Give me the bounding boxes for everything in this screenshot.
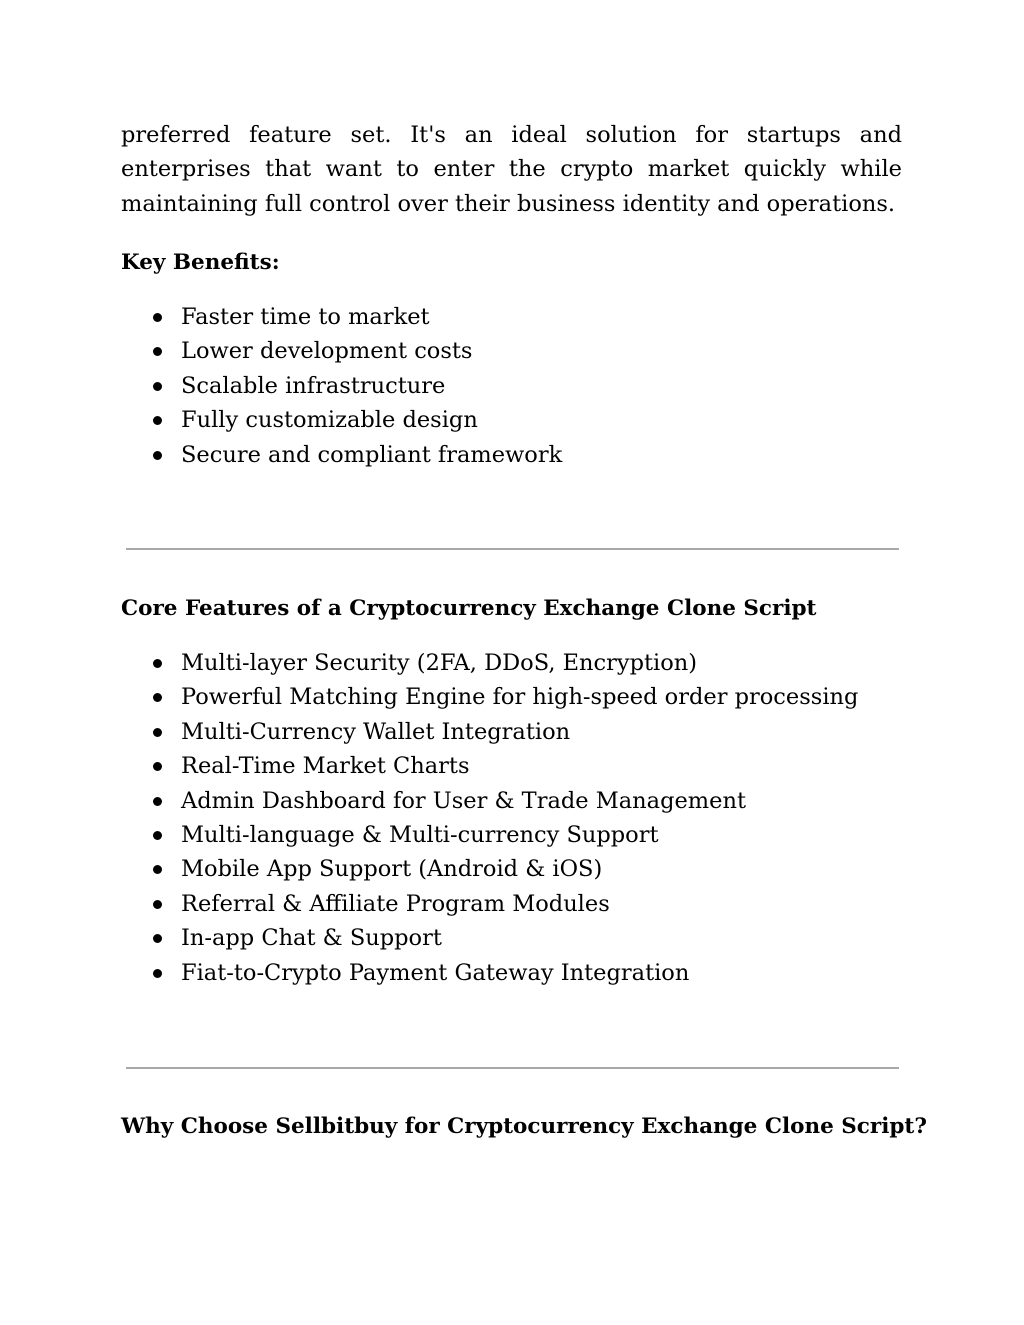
list-item-text: Multi-language & Multi-currency Support [181, 821, 659, 848]
bullet-icon [153, 313, 162, 322]
list-item-text: Faster time to market [181, 304, 430, 330]
bullet-icon [153, 865, 162, 874]
list-item [150, 369, 562, 403]
list-item-text: Mobile App Support (Android & iOS) [181, 856, 603, 883]
core-features-heading: Core Features of a Cryptocurrency Exchange Clone Script [121, 596, 817, 621]
bullet-icon [153, 831, 162, 840]
key-benefits-list [150, 300, 562, 472]
list-item [150, 784, 858, 818]
bullet-icon [153, 693, 162, 702]
bullet-icon [153, 728, 162, 737]
list-item [150, 921, 858, 955]
bullet-icon [153, 762, 162, 771]
list-item [150, 818, 858, 852]
bullet-icon [153, 659, 162, 668]
list-item-text: In-app Chat & Support [181, 925, 442, 952]
list-item-text: Fully customizable design [181, 407, 478, 434]
list-item [150, 887, 858, 921]
list-item [150, 334, 562, 368]
why-choose-heading: Why Choose Sellbitbuy for Cryptocurrency Exchange Clone Script? [121, 1114, 927, 1139]
intro-paragraph: preferred feature set. It's an ideal solution for startups and enterprises that want to enter the crypto market quickly while maintaining full control over their business identity and operations. [121, 122, 902, 217]
list-item-text: Lower development costs [181, 338, 473, 365]
key-benefits-heading: Key Benefits: [121, 250, 280, 275]
list-item-text: Referral & Affiliate Program Modules [181, 890, 610, 917]
list-item-text: Admin Dashboard for User & Trade Management [181, 787, 746, 814]
list-item [150, 646, 858, 680]
list-item-text: Multi-layer Security (2FA, DDoS, Encryption) [181, 650, 698, 676]
list-item [150, 749, 858, 783]
list-item [150, 438, 562, 472]
bullet-icon [153, 451, 162, 460]
list-item [150, 680, 858, 714]
horizontal-rule [126, 1067, 899, 1069]
list-item-text: Secure and compliant framework [181, 441, 563, 468]
list-item [150, 956, 858, 990]
bullet-icon [153, 347, 162, 356]
bullet-icon [153, 969, 162, 978]
horizontal-rule [126, 548, 899, 550]
list-item [150, 300, 562, 334]
list-item-text: Fiat-to-Crypto Payment Gateway Integration [181, 959, 690, 986]
list-item [150, 715, 858, 749]
bullet-icon [153, 900, 162, 909]
list-item-text: Scalable infrastructure [181, 372, 446, 399]
list-item-text: Powerful Matching Engine for high-speed order processing [181, 684, 859, 711]
list-item-text: Real-Time Market Charts [181, 753, 470, 780]
bullet-icon [153, 382, 162, 391]
list-item [150, 403, 562, 437]
bullet-icon [153, 934, 162, 943]
bullet-icon [153, 797, 162, 806]
list-item-text: Multi-Currency Wallet Integration [181, 718, 571, 745]
core-features-list [150, 646, 858, 990]
bullet-icon [153, 416, 162, 425]
list-item [150, 852, 858, 886]
